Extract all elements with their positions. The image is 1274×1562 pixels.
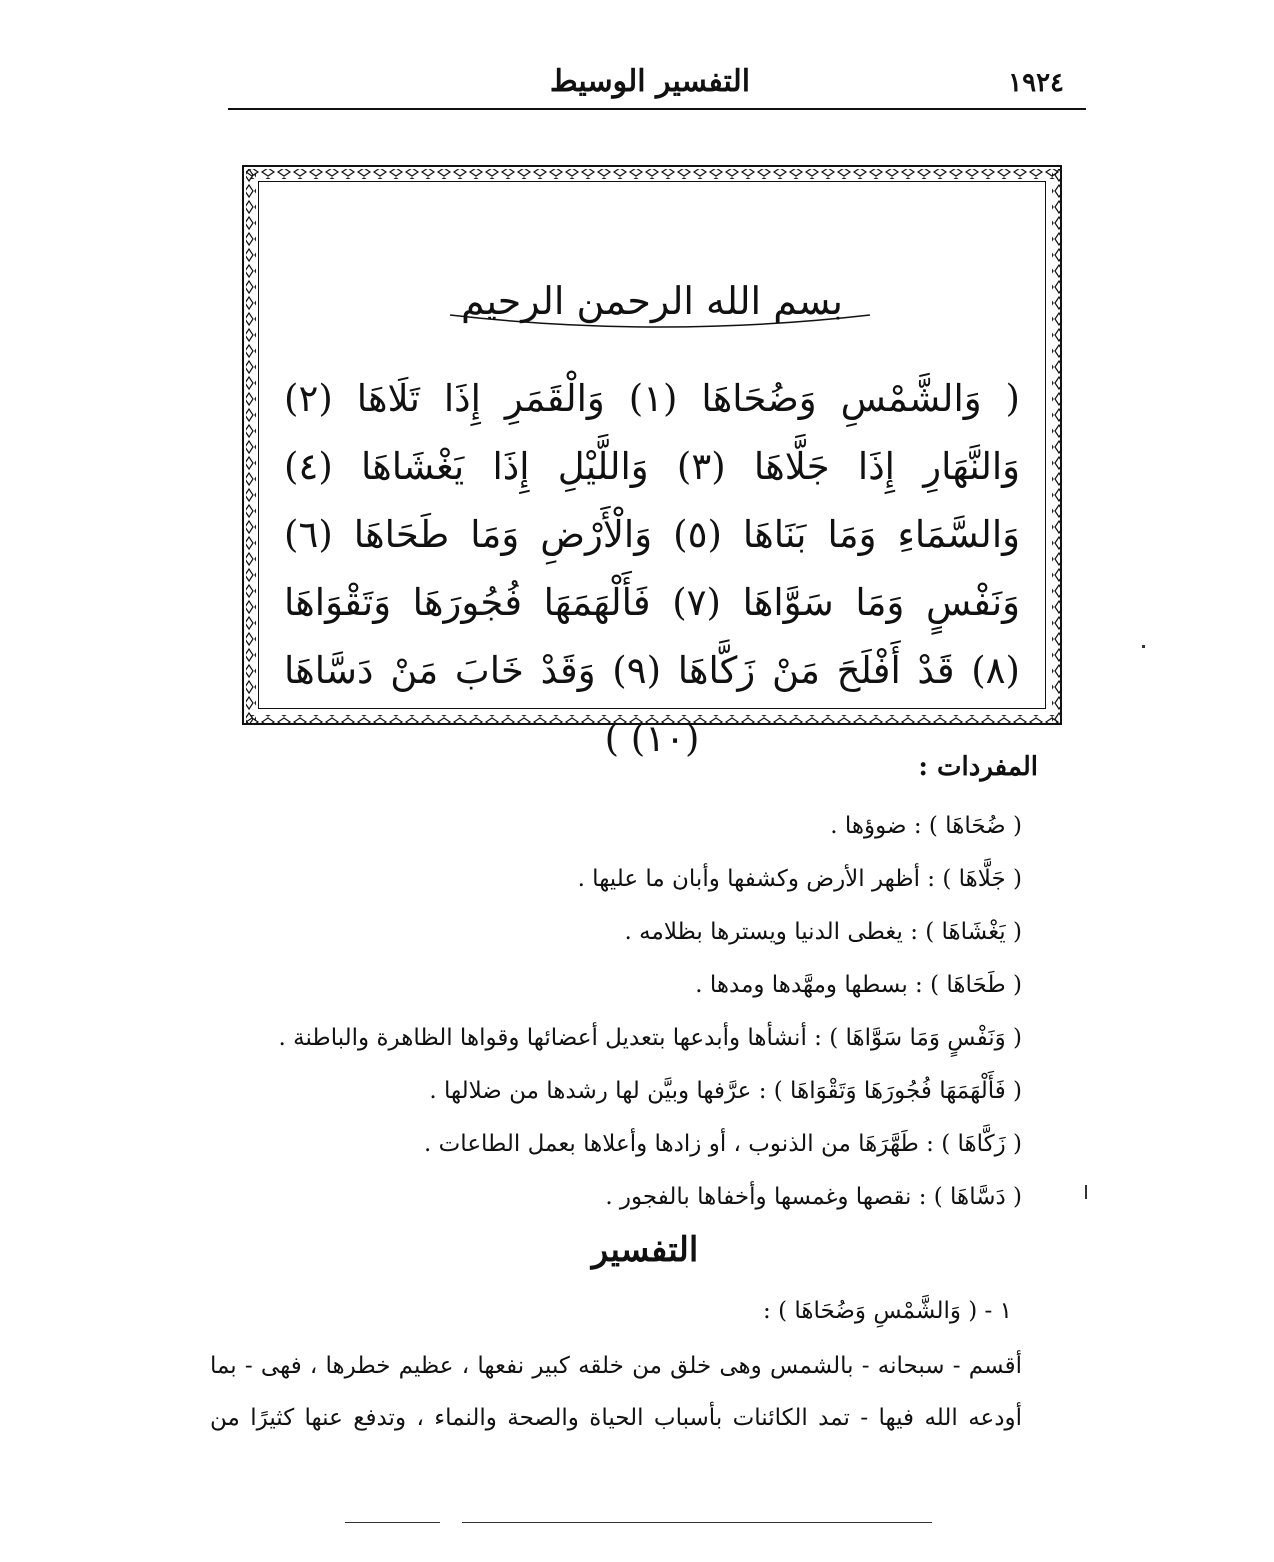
basmala: بسم الله الرحمن الرحيم — [461, 279, 843, 323]
glossary-item: ( فَأَلْهَمَهَا فُجُورَهَا وَتَقْوَاهَا ) : عرَّفها وبيَّن لها رشدها من ضلالها . — [429, 1078, 1022, 1104]
glossary-item: ( زَكَّاهَا ) : طَهَّرَهَا من الذنوب ، أو زادها وأعلاها بعمل الطاعات . — [424, 1131, 1022, 1157]
header-rule — [228, 108, 1086, 110]
glossary-item: ( وَنَفْسٍ وَمَا سَوَّاهَا ) : أنشأها وأبدعها بتعديل أعضائها وقواها الظاهرة والباطنة . — [278, 1025, 1022, 1051]
margin-scan-dot — [1142, 645, 1145, 648]
surah-verses: ( وَالشَّمْسِ وَضُحَاهَا (١) وَالْقَمَرِ إِذَا تَلَاهَا (٢) وَالنَّهَارِ إِذَا جَلَّاهَا (٣) وَاللَّيْلِ إِذَا يَغْشَاهَا (٤) وَالسَّمَاءِ وَمَا بَنَاهَا (٥) وَالْأَرْضِ وَمَا طَحَاهَا (٦) وَنَفْسٍ وَمَا سَوَّاهَا (٧) فَأَلْهَمَهَا فُجُورَهَا وَتَقْوَاهَا (٨) قَدْ أَفْلَحَ مَنْ زَكَّاهَا (٩) وَقَدْ خَابَ مَنْ دَسَّاهَا (١٠) ) — [284, 377, 1020, 760]
verse-reference: ١ - ( وَالشَّمْسِ وَضُحَاهَا ) : — [763, 1298, 1012, 1324]
glossary-item: ( ضُحَاهَا ) : ضوؤها . — [830, 813, 1022, 839]
glossary-list — [222, 800, 1022, 1224]
glossary-heading: المفردات : — [918, 752, 1038, 782]
tafsir-heading: التفسير — [591, 1230, 699, 1270]
glossary-item: ( جَلَّاهَا ) : أظهر الأرض وكشفها وأبان ما عليها . — [577, 866, 1022, 892]
glossary-item: ( طَحَاهَا ) : بسطها ومهَّدها ومدها . — [695, 972, 1022, 998]
running-header-title: التفسير الوسيط — [549, 64, 751, 99]
glossary-item: ( يَغْشَاهَا ) : يغطى الدنيا ويسترها بظلامه . — [624, 919, 1022, 945]
scan-edge-line-left — [345, 1522, 440, 1523]
margin-scan-mark — [1085, 1185, 1087, 1199]
tafsir-paragraph: أقسم - سبحانه - بالشمس وهى خلق من خلقه كبير نفعها ، عظيم خطرها ، فهى - بما أودعه الله فيها - تمد الكائنات بأسباب الحياة والصحة والنماء ، وتدفع عنها كثيرًا من — [210, 1353, 1022, 1431]
glossary-item: ( دَسَّاهَا ) : نقصها وغمسها وأخفاها بالفجور . — [605, 1184, 1022, 1210]
page-number: ١٩٢٤ — [1008, 68, 1064, 98]
ornamental-frame — [242, 165, 1062, 760]
basmala-flourish-ornament — [440, 295, 880, 335]
scan-edge-line-right — [462, 1522, 932, 1523]
